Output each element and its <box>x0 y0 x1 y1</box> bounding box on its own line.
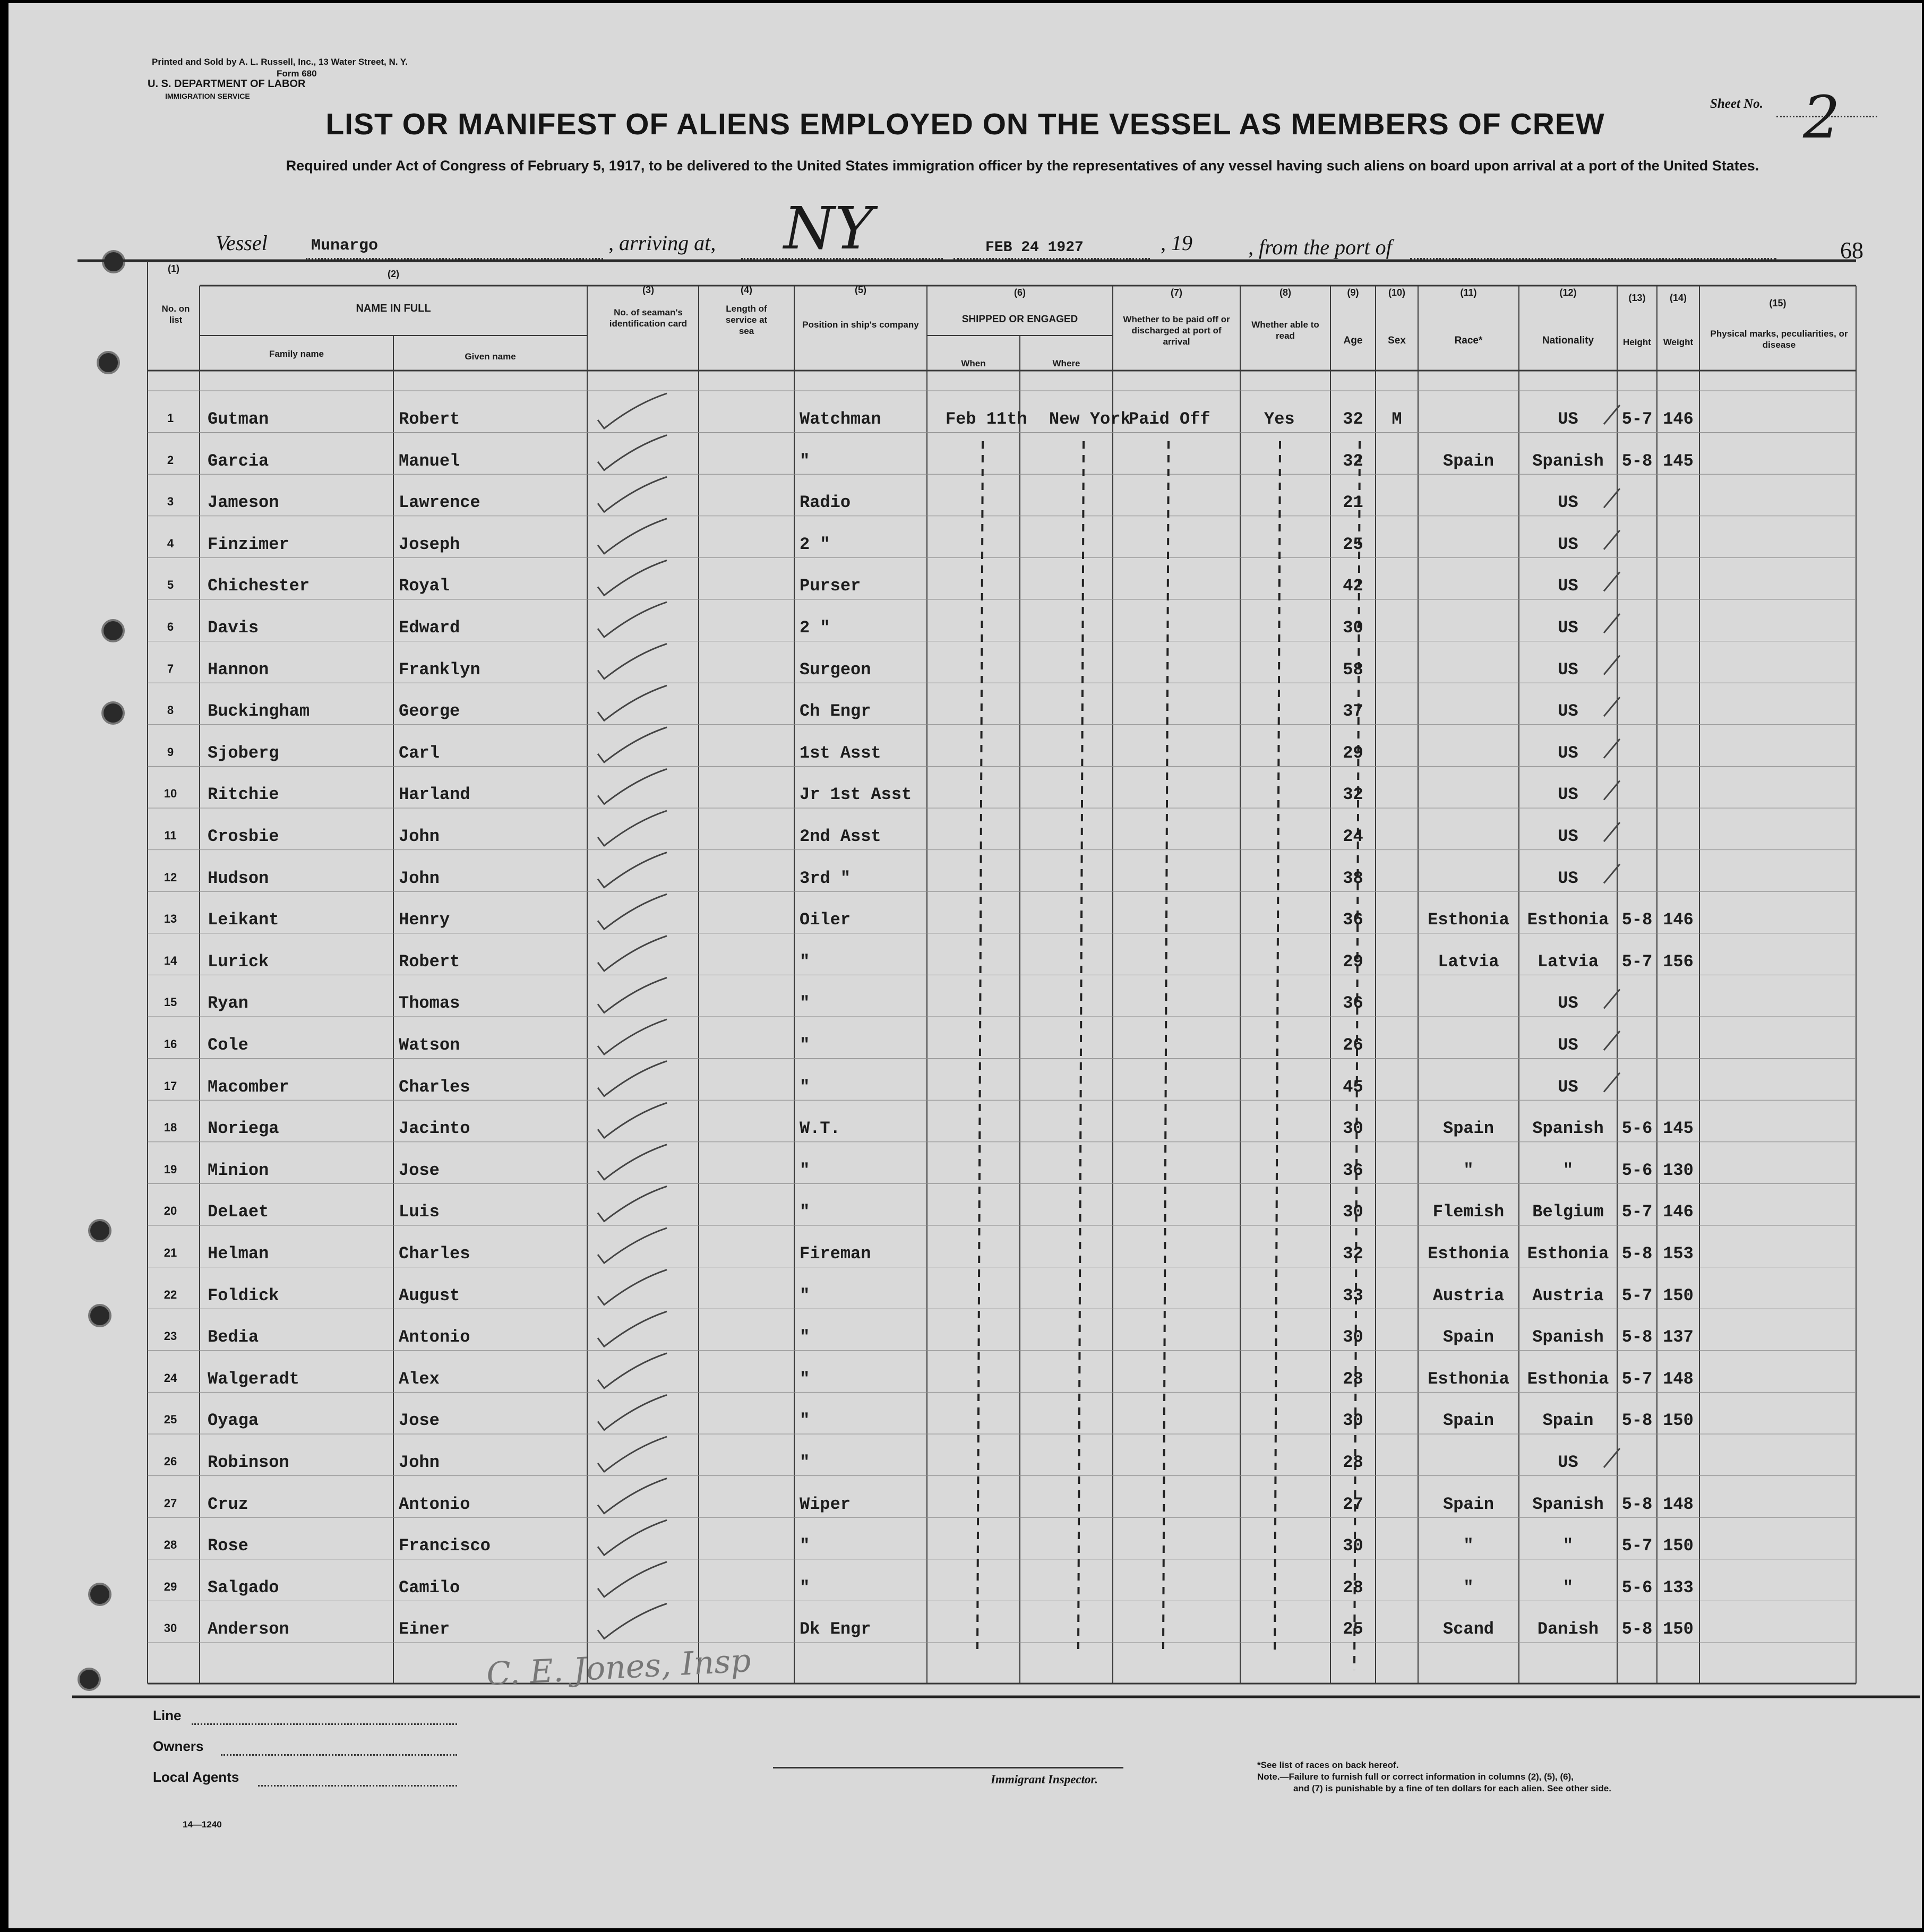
age-cell: 45 <box>1343 1077 1363 1097</box>
weight-cell: 137 <box>1663 1327 1694 1347</box>
given-name-cell: Jacinto <box>399 1119 470 1139</box>
family-name-cell: Buckingham <box>208 701 310 722</box>
nationality-cell: US <box>1558 868 1578 888</box>
race-cell: Scand <box>1442 1619 1494 1639</box>
footer-owners-label: Owners <box>153 1738 204 1754</box>
inspector-signature-line <box>773 1767 1123 1768</box>
race-cell: Esthonia <box>1428 1369 1509 1389</box>
footer-fine-note-1: Note.—Failure to furnish full or correct information in columns (2), (5), (6), <box>1257 1772 1574 1782</box>
family-name-cell: Hannon <box>208 659 269 680</box>
height-cell: 5-8 <box>1621 1244 1653 1264</box>
position-cell: Oiler <box>800 910 851 930</box>
position-cell: Jr 1st Asst <box>800 785 912 805</box>
family-name-cell: Gutman <box>208 409 269 429</box>
height-cell: 5-7 <box>1621 951 1653 972</box>
family-name-cell: Lurick <box>208 951 269 972</box>
position-cell: " <box>800 1453 810 1472</box>
row-number: 1 <box>167 411 174 425</box>
weight-cell: 146 <box>1663 910 1694 930</box>
family-name-cell: Garcia <box>208 451 269 471</box>
row-number: 14 <box>164 954 177 967</box>
height-cell: 5-7 <box>1621 1369 1653 1389</box>
service: IMMIGRATION SERVICE <box>165 92 250 100</box>
paid-off-cell: Paid Off <box>1129 409 1210 429</box>
colhead-weight: Weight <box>1663 337 1694 347</box>
footer-agents-label: Local Agents <box>153 1769 239 1785</box>
row-number: 11 <box>164 829 177 842</box>
weight-cell: 130 <box>1663 1160 1694 1180</box>
given-name-cell: Edward <box>399 618 460 638</box>
age-cell: 37 <box>1343 701 1363 722</box>
colhead-when: When <box>961 358 986 368</box>
handwritten-signature: C. E. Jones, Insp <box>485 1642 752 1694</box>
footer-form-number: 14—1240 <box>183 1819 222 1830</box>
vessel-label: Vessel <box>216 231 268 255</box>
height-cell: 5-6 <box>1621 1160 1653 1180</box>
nationality-cell: Spanish <box>1532 1119 1604 1139</box>
family-name-cell: Foldick <box>208 1285 279 1306</box>
age-cell: 25 <box>1343 534 1363 554</box>
height-cell: 5-8 <box>1621 910 1653 930</box>
weight-cell: 150 <box>1663 1536 1694 1556</box>
given-name-cell: Einer <box>399 1619 450 1639</box>
able-to-read-cell: Yes <box>1264 409 1295 429</box>
position-cell: " <box>800 1411 810 1431</box>
age-cell: 30 <box>1343 1411 1363 1431</box>
position-cell: " <box>800 1577 810 1598</box>
position-cell: W.T. <box>800 1119 840 1139</box>
row-number: 27 <box>164 1496 177 1510</box>
footer-race-note: *See list of races on back hereof. <box>1257 1760 1399 1770</box>
family-name-cell: Jameson <box>208 493 279 513</box>
race-cell: Spain <box>1442 451 1494 471</box>
arrival-date: FEB 24 1927 <box>985 239 1084 256</box>
colnum-15: (15) <box>1769 298 1786 308</box>
row-number: 8 <box>167 703 174 717</box>
race-cell: Austria <box>1432 1285 1505 1306</box>
colhead-physical-marks: Physical marks, peculiarities, or disease <box>1710 329 1848 350</box>
family-name-cell: Ryan <box>208 993 248 1014</box>
row-number: 25 <box>164 1413 177 1427</box>
colhead-able-to-read: Whether able to read <box>1251 320 1319 341</box>
height-cell: 5-7 <box>1621 1202 1653 1222</box>
colhead-where: Where <box>1052 358 1080 368</box>
given-name-cell: Franklyn <box>399 659 480 680</box>
department: U. S. DEPARTMENT OF LABOR <box>148 78 306 90</box>
row-number: 7 <box>167 662 174 675</box>
given-name-cell: Harland <box>399 785 470 805</box>
colhead-length-of-service: Length of service at sea <box>725 304 768 336</box>
age-cell: 33 <box>1343 1285 1363 1306</box>
row-number: 12 <box>164 870 177 884</box>
position-cell: Surgeon <box>800 659 871 680</box>
race-cell: Spain <box>1442 1411 1494 1431</box>
position-cell: Watchman <box>800 409 881 429</box>
nationality-cell: US <box>1558 534 1578 554</box>
position-cell: Fireman <box>800 1244 871 1264</box>
row-number: 30 <box>164 1621 177 1635</box>
colnum-1: (1) <box>168 263 179 274</box>
position-cell: 3rd " <box>800 868 851 888</box>
page-number: 68 <box>1840 237 1863 263</box>
family-name-cell: Anderson <box>208 1619 289 1639</box>
weight-cell: 148 <box>1663 1494 1694 1514</box>
nationality-cell: US <box>1558 576 1578 596</box>
colnum-3: (3) <box>642 285 654 295</box>
weight-cell: 150 <box>1663 1411 1694 1431</box>
colhead-paid-off: Whether to be paid off or discharged at port of arrival <box>1123 314 1230 347</box>
age-cell: 28 <box>1343 1369 1363 1389</box>
age-cell: 30 <box>1343 618 1363 638</box>
age-cell: 29 <box>1343 951 1363 972</box>
row-number: 5 <box>167 578 174 592</box>
age-cell: 27 <box>1343 1494 1363 1514</box>
given-name-cell: Camilo <box>399 1577 460 1598</box>
height-cell: 5-8 <box>1621 1411 1653 1431</box>
nationality-cell: " <box>1562 1577 1574 1598</box>
family-name-cell: Cruz <box>208 1494 248 1514</box>
form-number: Form 680 <box>277 68 317 79</box>
family-name-cell: Macomber <box>208 1077 289 1097</box>
colhead-name-in-full: NAME IN FULL <box>356 303 431 314</box>
given-name-cell: Watson <box>399 1035 460 1055</box>
family-name-cell: Robinson <box>208 1453 289 1472</box>
race-cell: Spain <box>1442 1119 1494 1139</box>
given-name-cell: Charles <box>399 1244 470 1264</box>
sheet-number-label: Sheet No. <box>1710 97 1763 111</box>
row-number: 4 <box>167 536 174 550</box>
given-name-cell: Charles <box>399 1077 470 1097</box>
age-cell: 38 <box>1343 868 1363 888</box>
race-cell: " <box>1463 1160 1474 1180</box>
position-cell: 2nd Asst <box>800 827 881 846</box>
nationality-cell: US <box>1558 743 1578 763</box>
position-cell: 2 " <box>800 618 830 638</box>
row-number: 24 <box>164 1371 177 1385</box>
colnum-2: (2) <box>388 269 399 279</box>
position-cell: " <box>800 1077 810 1097</box>
family-name-cell: Rose <box>208 1536 248 1556</box>
given-name-cell: Antonio <box>399 1327 470 1347</box>
row-number: 21 <box>164 1246 177 1259</box>
nationality-cell: " <box>1562 1160 1574 1180</box>
family-name-cell: Salgado <box>208 1577 279 1598</box>
row-number: 18 <box>164 1121 177 1135</box>
nationality-cell: Esthonia <box>1527 1369 1609 1389</box>
position-cell: " <box>800 451 810 471</box>
colhead-no-on-list: No. on list <box>161 304 190 325</box>
footer-line-field <box>192 1723 457 1725</box>
position-cell: " <box>800 1285 810 1306</box>
given-name-cell: Jose <box>399 1160 440 1180</box>
race-cell: Latvia <box>1438 951 1499 972</box>
given-name-cell: Jose <box>399 1411 440 1431</box>
weight-cell: 145 <box>1663 451 1694 471</box>
race-cell: " <box>1463 1577 1474 1598</box>
age-cell: 25 <box>1343 1619 1363 1639</box>
given-name-cell: Royal <box>399 576 450 596</box>
row-number: 16 <box>164 1037 177 1051</box>
from-port-label: , from the port of <box>1248 235 1392 259</box>
row-number: 22 <box>164 1287 177 1301</box>
colnum-13: (13) <box>1628 293 1646 303</box>
row-number: 13 <box>164 912 177 926</box>
given-name-cell: Joseph <box>399 534 460 554</box>
nationality-cell: US <box>1558 659 1578 680</box>
nationality-cell: Danish <box>1537 1619 1599 1639</box>
age-cell: 28 <box>1343 1577 1363 1598</box>
family-name-cell: Leikant <box>208 910 279 930</box>
weight-cell: 145 <box>1663 1119 1694 1139</box>
colhead-sex: Sex <box>1388 335 1406 346</box>
given-name-cell: George <box>399 701 460 722</box>
position-cell: " <box>800 1035 810 1055</box>
row-number: 15 <box>164 995 177 1009</box>
age-cell: 29 <box>1343 743 1363 763</box>
age-cell: 30 <box>1343 1536 1363 1556</box>
shipped-where-cell: New York <box>1049 409 1131 429</box>
age-cell: 28 <box>1343 1453 1363 1472</box>
nationality-cell: Spain <box>1542 1411 1594 1431</box>
position-cell: Dk Engr <box>800 1619 871 1639</box>
row-number: 17 <box>164 1079 177 1093</box>
row-number: 28 <box>164 1538 177 1552</box>
row-number: 9 <box>167 745 174 759</box>
height-cell: 5-6 <box>1621 1577 1653 1598</box>
nationality-cell: Austria <box>1532 1285 1604 1306</box>
position-cell: " <box>800 1536 810 1556</box>
weight-cell: 146 <box>1663 1202 1694 1222</box>
colnum-14: (14) <box>1669 293 1687 303</box>
nationality-cell: " <box>1562 1536 1574 1556</box>
given-name-cell: Manuel <box>399 451 460 471</box>
family-name-cell: Walgeradt <box>208 1369 299 1389</box>
position-cell: Ch Engr <box>800 701 871 722</box>
colhead-nationality: Nationality <box>1542 335 1594 346</box>
colhead-shipped: SHIPPED OR ENGAGED <box>961 314 1078 325</box>
age-cell: 36 <box>1343 1160 1363 1180</box>
nationality-cell: Esthonia <box>1527 910 1609 930</box>
nationality-cell: US <box>1558 409 1578 429</box>
nationality-cell: US <box>1558 785 1578 805</box>
height-cell: 5-8 <box>1621 1327 1653 1347</box>
race-cell: Spain <box>1442 1327 1494 1347</box>
height-cell: 5-8 <box>1621 451 1653 471</box>
age-cell: 32 <box>1343 409 1363 429</box>
family-name-cell: Helman <box>208 1244 269 1264</box>
age-cell: 32 <box>1343 451 1363 471</box>
row-number: 2 <box>167 453 174 467</box>
colnum-4: (4) <box>741 285 752 295</box>
nationality-cell: US <box>1558 1035 1578 1055</box>
nationality-cell: US <box>1558 1077 1578 1097</box>
position-cell: " <box>800 1327 810 1347</box>
row-number: 10 <box>164 787 177 801</box>
colhead-age: Age <box>1343 335 1363 346</box>
race-cell: Esthonia <box>1428 910 1509 930</box>
family-name-cell: Cole <box>208 1035 248 1055</box>
age-cell: 32 <box>1343 1244 1363 1264</box>
weight-cell: 148 <box>1663 1369 1694 1389</box>
given-name-cell: Antonio <box>399 1494 470 1514</box>
manifest-sheet <box>8 3 1922 1928</box>
vessel-name: Munargo <box>311 237 379 255</box>
age-cell: 24 <box>1343 827 1363 846</box>
colnum-11: (11) <box>1460 287 1477 298</box>
weight-cell: 156 <box>1663 951 1694 972</box>
race-cell: Flemish <box>1432 1202 1505 1222</box>
nationality-cell: US <box>1558 1453 1578 1472</box>
age-cell: 26 <box>1343 1035 1363 1055</box>
weight-cell: 146 <box>1663 409 1694 429</box>
arrival-port: NY <box>784 194 873 262</box>
colhead-height: Height <box>1623 337 1651 347</box>
age-cell: 42 <box>1343 576 1363 596</box>
given-name-cell: August <box>399 1285 460 1306</box>
given-name-cell: John <box>399 868 440 888</box>
given-name-cell: Robert <box>399 409 460 429</box>
colhead-race: Race* <box>1454 335 1483 346</box>
position-cell: Radio <box>800 493 851 513</box>
page-subtitle: Required under Act of Congress of February 5, 1917, to be delivered to the United States immigration officer by the representatives of any vessel having such aliens on board upon arrival at a port of the United States. <box>286 158 1759 174</box>
height-cell: 5-6 <box>1621 1119 1653 1139</box>
nationality-cell: Spanish <box>1532 451 1604 471</box>
family-name-cell: Minion <box>208 1160 269 1180</box>
family-name-cell: Davis <box>208 618 259 638</box>
given-name-cell: Carl <box>399 743 440 763</box>
weight-cell: 150 <box>1663 1285 1694 1306</box>
row-number: 3 <box>167 495 174 509</box>
height-cell: 5-8 <box>1621 1494 1653 1514</box>
position-cell: " <box>800 1369 810 1389</box>
page-title: LIST OR MANIFEST OF ALIENS EMPLOYED ON THE VESSEL AS MEMBERS OF CREW <box>325 107 1605 141</box>
nationality-cell: Latvia <box>1537 951 1599 972</box>
family-name-cell: Chichester <box>208 576 310 596</box>
footer-agents-field <box>258 1785 457 1787</box>
position-cell: " <box>800 1160 810 1180</box>
weight-cell: 133 <box>1663 1577 1694 1598</box>
sex-cell: M <box>1392 409 1402 429</box>
position-cell: Wiper <box>800 1494 851 1514</box>
nationality-cell: US <box>1558 701 1578 722</box>
given-name-cell: Henry <box>399 910 450 930</box>
family-name-cell: Finzimer <box>208 534 289 554</box>
row-number: 26 <box>164 1455 177 1468</box>
colnum-6: (6) <box>1014 287 1026 298</box>
colhead-position: Position in ship's company <box>802 320 919 330</box>
height-cell: 5-7 <box>1621 1285 1653 1306</box>
position-cell: 2 " <box>800 534 830 554</box>
family-name-cell: Hudson <box>208 868 269 888</box>
year-label: , 19 <box>1161 231 1192 255</box>
position-cell: 1st Asst <box>800 743 881 763</box>
age-cell: 36 <box>1343 910 1363 930</box>
nationality-cell: Spanish <box>1532 1327 1604 1347</box>
colhead-family-name: Family name <box>269 349 324 359</box>
height-cell: 5-7 <box>1621 1536 1653 1556</box>
colnum-9: (9) <box>1347 287 1359 298</box>
age-cell: 30 <box>1343 1202 1363 1222</box>
given-name-cell: Francisco <box>399 1536 491 1556</box>
height-cell: 5-8 <box>1621 1619 1653 1639</box>
given-name-cell: Robert <box>399 951 460 972</box>
age-cell: 36 <box>1343 993 1363 1014</box>
nationality-cell: Belgium <box>1532 1202 1604 1222</box>
arriving-label: , arriving at, <box>608 231 716 255</box>
nationality-cell: US <box>1558 618 1578 638</box>
colhead-seaman-card: No. of seaman's identification card <box>609 307 688 329</box>
inspector-label: Immigrant Inspector. <box>991 1773 1098 1786</box>
age-cell: 30 <box>1343 1119 1363 1139</box>
given-name-cell: Alex <box>399 1369 440 1389</box>
given-name-cell: Thomas <box>399 993 460 1014</box>
family-name-cell: Oyaga <box>208 1411 259 1431</box>
nationality-cell: US <box>1558 827 1578 846</box>
position-cell: Purser <box>800 576 861 596</box>
shipped-when-cell: Feb 11th <box>946 409 1027 429</box>
family-name-cell: Ritchie <box>208 785 279 805</box>
colhead-given-name: Given name <box>465 351 516 362</box>
row-number: 6 <box>167 620 174 633</box>
position-cell: " <box>800 1202 810 1222</box>
weight-cell: 150 <box>1663 1619 1694 1639</box>
row-number: 19 <box>164 1162 177 1176</box>
colnum-8: (8) <box>1279 287 1291 298</box>
colnum-7: (7) <box>1171 287 1182 298</box>
race-cell: Spain <box>1442 1494 1494 1514</box>
age-cell: 30 <box>1343 1327 1363 1347</box>
printer-imprint: Printed and Sold by A. L. Russell, Inc., 13 Water Street, N. Y. <box>152 57 408 67</box>
sheet-number: 2 <box>1803 83 1840 151</box>
colnum-10: (10) <box>1388 287 1405 298</box>
age-cell: 58 <box>1343 659 1363 680</box>
position-cell: " <box>800 993 810 1014</box>
row-number: 29 <box>164 1579 177 1593</box>
given-name-cell: John <box>399 827 440 846</box>
nationality-cell: Spanish <box>1532 1494 1604 1514</box>
family-name-cell: Sjoberg <box>208 743 279 763</box>
family-name-cell: Noriega <box>208 1119 279 1139</box>
given-name-cell: Luis <box>399 1202 440 1222</box>
footer-line-label: Line <box>153 1707 182 1723</box>
race-cell: " <box>1463 1536 1474 1556</box>
row-number: 20 <box>164 1204 177 1218</box>
colnum-5: (5) <box>855 285 866 295</box>
position-cell: " <box>800 951 810 972</box>
footer-fine-note-2: and (7) is punishable by a fine of ten dollars for each alien. See other side. <box>1293 1783 1611 1793</box>
height-cell: 5-7 <box>1621 409 1653 429</box>
age-cell: 21 <box>1343 493 1363 513</box>
colnum-12: (12) <box>1559 287 1577 298</box>
row-number: 23 <box>164 1329 177 1343</box>
nationality-cell: US <box>1558 993 1578 1014</box>
nationality-cell: Esthonia <box>1527 1244 1609 1264</box>
nationality-cell: US <box>1558 493 1578 513</box>
given-name-cell: John <box>399 1453 440 1472</box>
family-name-cell: DeLaet <box>208 1202 269 1222</box>
footer-owners-field <box>221 1754 457 1756</box>
family-name-cell: Crosbie <box>208 827 279 846</box>
race-cell: Esthonia <box>1428 1244 1509 1264</box>
age-cell: 32 <box>1343 785 1363 805</box>
given-name-cell: Lawrence <box>399 493 480 513</box>
family-name-cell: Bedia <box>208 1327 259 1347</box>
weight-cell: 153 <box>1663 1244 1694 1264</box>
